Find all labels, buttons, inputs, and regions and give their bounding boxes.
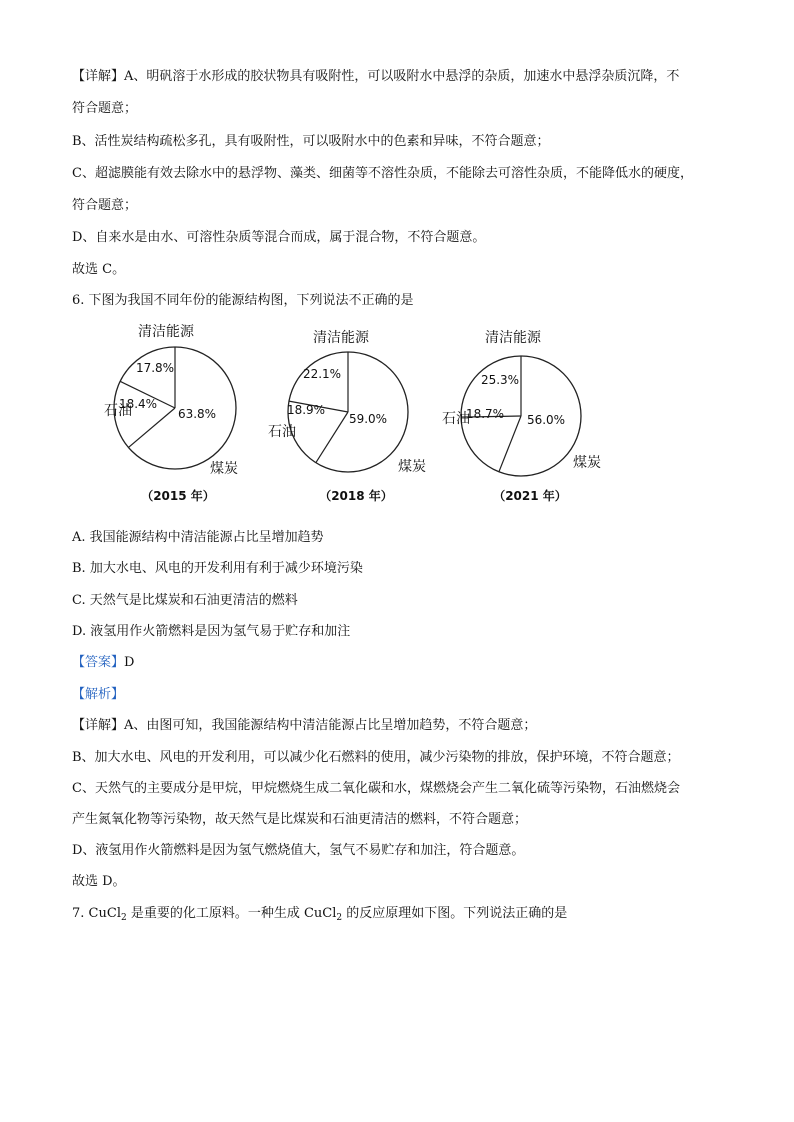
q6-detail-a: 【详解】A、由图可知，我国能源结构中清洁能源占比呈增加趋势，不符合题意； bbox=[72, 718, 537, 733]
label-coal: 煤炭 bbox=[573, 455, 601, 471]
q6-detail-b: B、加大水电、风电的开发利用，可以减少化石燃料的使用，减少污染物的排放，保护环境，不符合题意； bbox=[72, 750, 680, 765]
q6-option-c: C. 天然气是比煤炭和石油更清洁的燃料 bbox=[72, 593, 298, 608]
value-oil: 18.4% bbox=[118, 397, 158, 411]
answer-value: D bbox=[124, 655, 135, 670]
q6-detail-d: D、液氢用作火箭燃料是因为氢气燃烧值大，氢气不易贮存和加注，符合题意。 bbox=[72, 843, 525, 858]
energy-pie-charts bbox=[0, 0, 794, 520]
q6-stem: 6. 下图为我国不同年份的能源结构图，下列说法不正确的是 bbox=[72, 293, 414, 308]
q6-choice: 故选 D。 bbox=[72, 874, 126, 889]
q5-detail-b: B、活性炭结构疏松多孔，具有吸附性，可以吸附水中的色素和异味，不符合题意； bbox=[72, 134, 550, 149]
q5-detail-c-line2: 符合题意； bbox=[72, 198, 138, 213]
label-oil: 石油 bbox=[268, 424, 296, 440]
q6-detail-c-line1: C、天然气的主要成分是甲烷，甲烷燃烧生成二氧化碳和水，煤燃烧会产生二氧化硫等污染物，石油燃烧会 bbox=[72, 781, 680, 796]
q5-detail-d: D、自来水是由水、可溶性杂质等混合而成，属于混合物，不符合题意。 bbox=[72, 230, 486, 245]
q7-stem: 7. CuCl$_2$ 是重要的化工原料。一种生成 CuCl$_2$ 的反应原理如下图。下列说法正确的是 bbox=[72, 906, 568, 923]
value-coal: 63.8% bbox=[177, 407, 217, 421]
q6-option-b: B. 加大水电、风电的开发利用有利于减少环境污染 bbox=[72, 561, 363, 576]
q6-option-d: D. 液氢用作火箭燃料是因为氢气易于贮存和加注 bbox=[72, 624, 351, 639]
q6-analysis-label: 【解析】 bbox=[72, 687, 125, 702]
formula-cucl2: CuCl$_2$ bbox=[88, 906, 127, 923]
q5-detail-a-line1: 【详解】A、明矾溶于水形成的胶状物具有吸附性，可以吸附水中悬浮的杂质，加速水中悬浮杂质沉降，不 bbox=[72, 69, 680, 84]
label-clean-energy: 清洁能源 bbox=[313, 330, 369, 346]
q6-answer bbox=[72, 654, 134, 672]
label-coal: 煤炭 bbox=[210, 461, 238, 477]
label-oil: 石油 bbox=[104, 403, 132, 419]
pie-caption: （2015 年） bbox=[141, 489, 215, 503]
value-clean-energy: 17.8% bbox=[135, 361, 175, 375]
value-oil: 18.9% bbox=[286, 403, 326, 417]
detail-label: 【详解】 bbox=[72, 69, 125, 84]
detail-label: 【详解】 bbox=[72, 718, 125, 733]
pie-chart-2021 bbox=[442, 329, 601, 503]
answer-label: 【答案】 bbox=[72, 655, 125, 670]
value-clean-energy: 22.1% bbox=[302, 367, 342, 381]
value-coal: 59.0% bbox=[348, 412, 388, 426]
q6-option-a: A. 我国能源结构中清洁能源占比呈增加趋势 bbox=[72, 530, 324, 545]
value-coal: 56.0% bbox=[526, 413, 566, 427]
pie-caption: （2021 年） bbox=[493, 489, 567, 503]
label-clean-energy: 清洁能源 bbox=[485, 330, 541, 346]
q6-detail-c-line2: 产生氮氧化物等污染物，故天然气是比煤炭和石油更清洁的燃料，不符合题意； bbox=[72, 812, 528, 827]
q5-detail-a-line2: 符合题意； bbox=[72, 101, 138, 116]
value-oil: 18.7% bbox=[465, 407, 505, 421]
pie-chart-2015 bbox=[104, 323, 238, 503]
label-oil: 石油 bbox=[442, 411, 470, 427]
q5-choice: 故选 C。 bbox=[72, 262, 126, 277]
pie-chart-2018 bbox=[268, 329, 426, 503]
q5-detail-c-line1: C、超滤膜能有效去除水中的悬浮物、藻类、细菌等不溶性杂质，不能除去可溶性杂质，不能降低水的硬度， bbox=[72, 166, 693, 181]
label-coal: 煤炭 bbox=[398, 459, 426, 475]
pie-caption: （2018 年） bbox=[319, 489, 393, 503]
formula-cucl2: CuCl$_2$ bbox=[303, 906, 343, 923]
value-clean-energy: 25.3% bbox=[480, 373, 520, 387]
label-clean-energy: 清洁能源 bbox=[138, 324, 194, 340]
